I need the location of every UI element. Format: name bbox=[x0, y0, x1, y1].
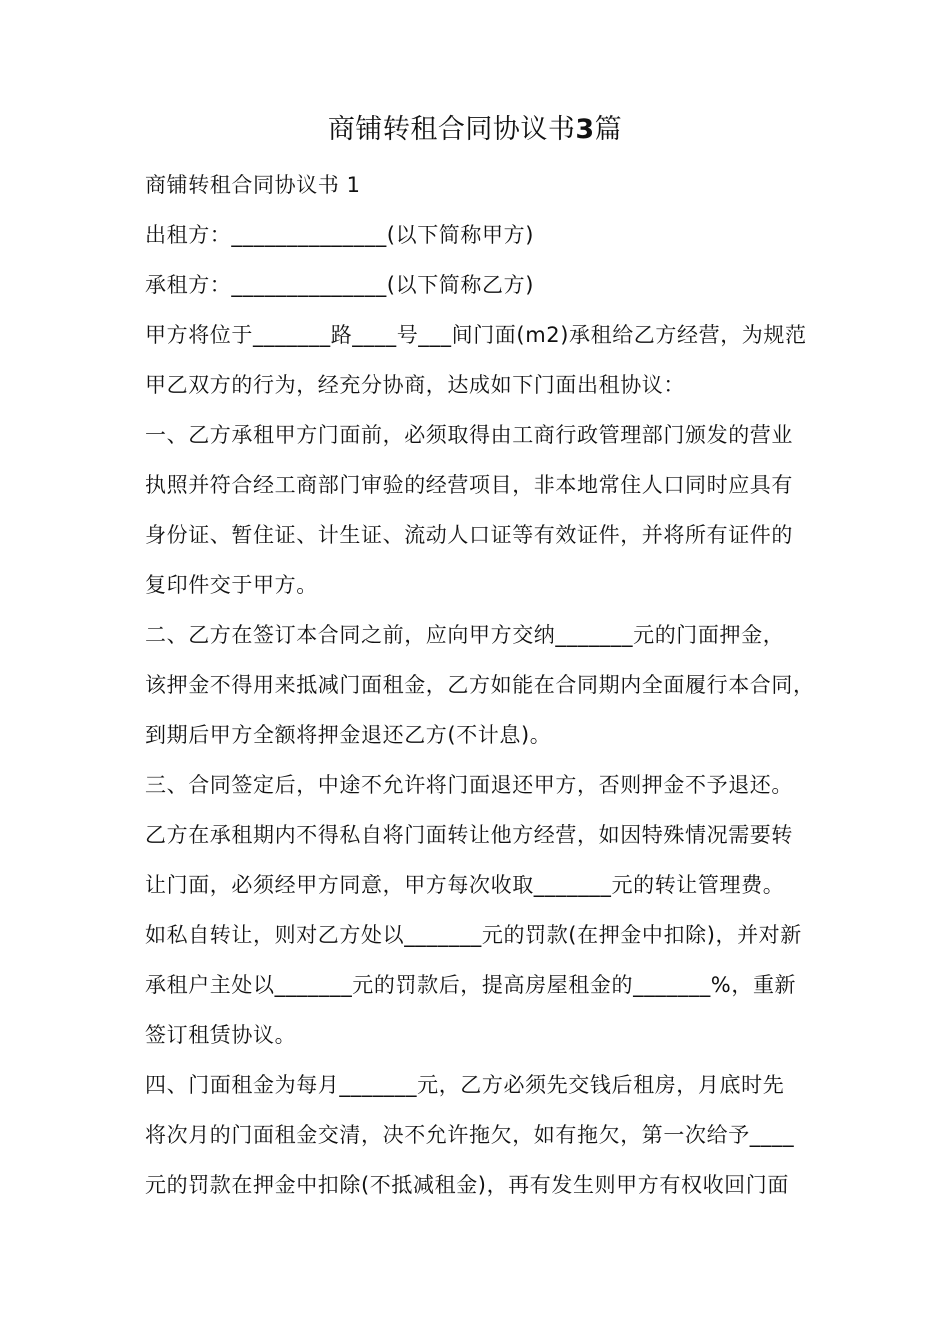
title-suffix: 篇 bbox=[594, 114, 623, 145]
lessor-line: 出租方：______________(以下简称甲方) bbox=[145, 223, 534, 247]
body-line: 乙方在承租期内不得私自将门面转让他方经营，如因特殊情况需要转 bbox=[145, 823, 793, 847]
body-line: 承租户主处以_______元的罚款后，提高房屋租金的_______%，重新 bbox=[145, 973, 797, 997]
body-line: 元的罚款在押金中扣除(不抵减租金)，再有发生则甲方有权收回门面 bbox=[145, 1173, 789, 1197]
body-line: 将次月的门面租金交清，决不允许拖欠，如有拖欠，第一次给予____ bbox=[145, 1123, 795, 1147]
body-line: 三、合同签定后，中途不允许将门面退还甲方，否则押金不予退还。 bbox=[145, 773, 793, 797]
title-count: 3 bbox=[575, 114, 595, 145]
body-line: 让门面，必须经甲方同意，甲方每次收取_______元的转让管理费。 bbox=[145, 873, 785, 897]
body-line: 该押金不得用来抵减门面租金，乙方如能在合同期内全面履行本合同， bbox=[145, 673, 815, 697]
body-line: 身份证、暂住证、计生证、流动人口证等有效证件，并将所有证件的 bbox=[145, 523, 793, 547]
body-line: 四、门面租金为每月_______元，乙方必须先交钱后租房，月底时先 bbox=[145, 1073, 785, 1097]
lessee-line: 承租方：______________(以下简称乙方) bbox=[145, 273, 534, 297]
body-line: 甲乙双方的行为，经充分协商，达成如下门面出租协议： bbox=[145, 373, 685, 397]
body-line: 复印件交于甲方。 bbox=[145, 573, 318, 597]
document-title bbox=[0, 110, 950, 150]
body-line: 签订租赁协议。 bbox=[145, 1023, 297, 1047]
body-line: 到期后甲方全额将押金退还乙方(不计息)。 bbox=[145, 723, 552, 747]
body-line: 如私自转让，则对乙方处以_______元的罚款(在押金中扣除)，并对新 bbox=[145, 923, 802, 947]
body-line: 执照并符合经工商部门审验的经营项目，非本地常住人口同时应具有 bbox=[145, 473, 793, 497]
section-heading: 商铺转租合同协议书 1 bbox=[145, 173, 361, 197]
title-text: 商铺转租合同协议书 bbox=[327, 114, 576, 145]
body-line: 甲方将位于_______路____号___间门面(m2)承租给乙方经营，为规范 bbox=[145, 323, 807, 347]
body-line: 二、乙方在签订本合同之前，应向甲方交纳_______元的门面押金， bbox=[145, 623, 785, 647]
body-line: 一、乙方承租甲方门面前，必须取得由工商行政管理部门颁发的营业 bbox=[145, 423, 793, 447]
